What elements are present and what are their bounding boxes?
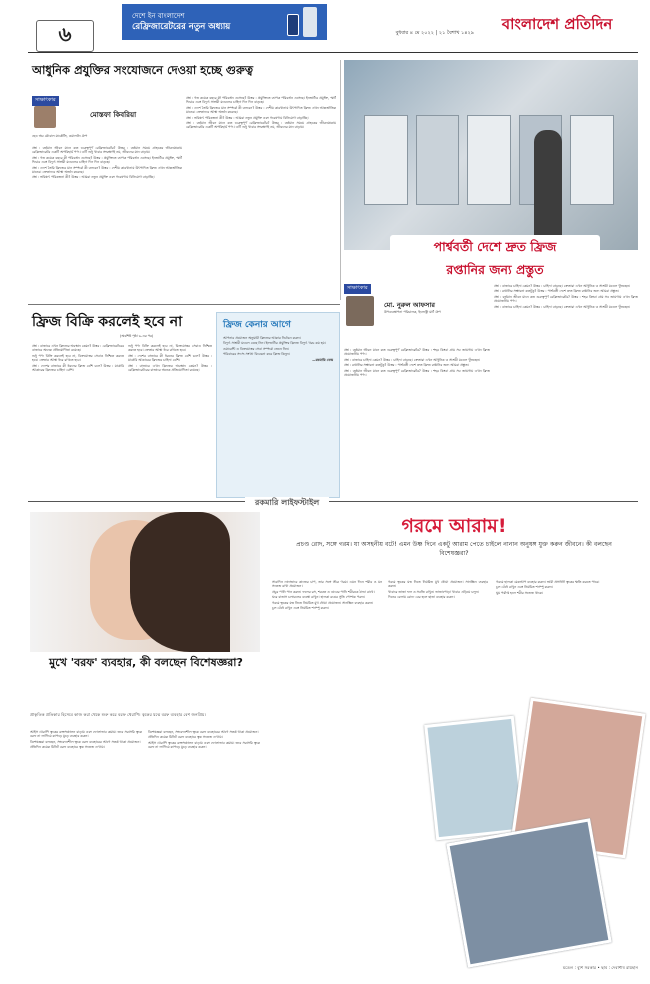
masthead xyxy=(0,0,650,55)
page-number: ৬ xyxy=(58,21,72,46)
lifestyle-paragraph: সারাদিন নানাভাবে কাজের চাপ, তার সঙ্গে তীব্র গরম। এমন দিনে শরীর ও মন সতেজ রাখা প্রয়োজন। xyxy=(272,580,382,589)
section-banner: রকমারি লাইফস্টাইল xyxy=(245,497,329,510)
lead-paragraph: প্রশ্ন : দেশে তৈরি ফ্রিজের মান সম্পর্কে কী বলবেন? উত্তর : দেশীয় কারখানায় উৎপাদিত ফ্রিজ এখন আন্তর্জাতিক মানের। ক্রেতাদের আস্থা অর্জন করেছে। xyxy=(32,165,182,174)
ice-body-col2 xyxy=(148,730,260,962)
lead-body-col2 xyxy=(186,96,336,301)
model-photo-face xyxy=(30,512,260,652)
section-rule xyxy=(28,304,340,305)
tips-title: ফ্রিজ কেনার আগে xyxy=(223,320,291,330)
photo-headline-box xyxy=(390,235,600,279)
second-body-col2 xyxy=(128,344,212,494)
second-paragraph: প্রশ্ন : বাজারে এখন ফ্রিজের অবস্থান কেমন? উত্তর : রেফ্রিজারেটরের বাজারে অনেক প্রতিযোগিতা রয়েছে। xyxy=(128,363,212,372)
ice-paragraph: আইস থেরাপি ত্বকের রক্তসঞ্চালন বাড়ায় এবং ফোলাভাব কমায়। তবে সরাসরি ত্বকে বরফ না লাগিয়ে কাপড়ে মুড়ে ব্যবহার করুন। xyxy=(30,730,142,739)
ice-headline: মুখে 'বরফ' ব্যবহার, কী বলছেন বিশেষজ্ঞরা? xyxy=(49,656,243,669)
lead-paragraph: প্রশ্ন : দেশে তৈরি ফ্রিজের মান সম্পর্কে কী বলবেন? উত্তর : দেশীয় কারখানায় উৎপাদিত ফ্রিজ এখন আন্তর্জাতিক মানের। ক্রেতাদের আস্থা অর্জন করেছে। xyxy=(186,105,336,115)
page-number-box xyxy=(36,20,94,52)
lead-paragraph: প্রশ্ন : গত কয়েক বছরে কী পরিবর্তন এসেছে? উত্তর : প্রযুক্তিতে ব্যাপক পরিবর্তন এসেছে। ইনভার্টার প্রযুক্তি, স্মার্ট ফিচার এবং বিদ্যুৎ সাশ্রয়ী মডেলের চাহিদা দিন দিন বাড়ছে। xyxy=(32,155,182,165)
phone-icon xyxy=(287,14,299,36)
lifestyle-paragraph: গরমে ত্বকের যত্ন নিতে নিয়মিত মুখ ধোয়া প্রয়োজন। সানস্ক্রিন ব্যবহার করুন। xyxy=(272,600,374,605)
interviewee-name: মোস্তফা কিবরিয়া xyxy=(90,111,137,119)
logo xyxy=(478,6,636,44)
ad-line2: রেফ্রিজারেটরের নতুন অধ্যায় xyxy=(132,22,231,32)
lifestyle-paragraph: ঘরে বাতাস চলাচলের ব্যবস্থা রাখুন। হালকা রঙের সুতি পোশাক পরুন। xyxy=(272,595,366,600)
logo-text: বাংলাদেশ প্রতিদিন xyxy=(501,14,613,33)
model-photo-1 xyxy=(424,716,526,841)
photo-paragraph: প্রশ্ন : রপ্তানির সম্ভাবনা কতটুকু? উত্তর : পার্শ্ববর্তী দেশে দ্রুত ফ্রিজ রপ্তানির জন্য আমরা প্রস্তুত। xyxy=(344,363,469,368)
jump-line: (অবশিষ্ট পৃষ্ঠা ৬-এর পর) xyxy=(120,334,154,338)
ice-paragraph: প্রতিদিন কয়েক মিনিট বরফ ব্যবহারে ত্বক সতেজ দেখায়। xyxy=(30,745,105,750)
lifestyle-paragraph: দিনের বেলায় রোদে বের হলে ছাতা ব্যবহার করুন। xyxy=(388,595,455,600)
ice-paragraph: বিশেষজ্ঞরা বলছেন, সংবেদনশীল ত্বকে বরফ ব্যবহারের আগে সতর্ক থাকা প্রয়োজন। xyxy=(148,730,259,734)
interview-tag: সাক্ষাৎকার xyxy=(344,284,371,294)
hair-shape xyxy=(130,512,230,652)
tips-item: পরিবারের সদস্য সংখ্যা বিবেচনা করে ফ্রিজ কিনুন। xyxy=(223,352,290,357)
lead-paragraph: প্রশ্ন : গত কয়েক বছরে কী পরিবর্তন এসেছে? উত্তর : প্রযুক্তিতে ব্যাপক পরিবর্তন এসেছে। ইনভার্টার প্রযুক্তি, স্মার্ট ফিচার এবং বিদ্যুৎ সাশ্রয়ী মডেলের চাহিদা দিন দিন বাড়ছে। xyxy=(186,96,336,105)
lifestyle-col3 xyxy=(496,580,638,710)
lead-paragraph: প্রশ্ন : ভবিষ্যৎ পরিকল্পনা কী? উত্তর : আমরা নতুন প্রযুক্তি এবং গবেষণায় বিনিয়োগ বাড়াচ্ছি। xyxy=(32,175,155,180)
photo-paragraph: প্রশ্ন : বর্তমান জীবন মানে কত গুরুত্বপূর্ণ রেফ্রিজারেটর? উত্তর : শহর কিংবা গ্রাম সব জায়গায় এখন ফ্রিজ প্রয়োজনীয় পণ্য। xyxy=(344,348,490,357)
masthead-rule xyxy=(28,52,638,53)
photo-paragraph: প্রশ্ন : বর্তমান জীবন মানে কত গুরুত্বপূর্ণ রেফ্রিজারেটর? উত্তর : শহর কিংবা গ্রাম সব জায়গায় এখন ফ্রিজ প্রয়োজনীয় পণ্য। xyxy=(344,368,490,378)
lifestyle-paragraph: চুল বেঁধে রাখুন এবং নিয়মিত শ্যাম্পু করুন। xyxy=(272,606,329,611)
lifestyle-title: গরমে আরাম! xyxy=(401,515,507,537)
photo-headline-line1: পার্শ্ববর্তী দেশে দ্রুত ফ্রিজ xyxy=(433,239,557,254)
customer-figure xyxy=(534,130,562,240)
lead-headline: আধুনিক প্রযুক্তির সংযোজনে দেওয়া হচ্ছে গুরুত্ব xyxy=(32,63,254,77)
ice-paragraph: প্রতিদিন কয়েক মিনিট বরফ ব্যবহারে ত্বক সতেজ দেখায়। xyxy=(148,735,223,740)
lead-byline xyxy=(32,96,192,128)
lifestyle-paragraph: গরমে হালকা মেকআপ ব্যবহার করুন। ভারী প্রসাধনী ত্বকের ক্ষতি করতে পারে। xyxy=(496,580,600,584)
ice-paragraph: বিশেষজ্ঞরা বলছেন, সংবেদনশীল ত্বকে বরফ ব্যবহারের আগে সতর্ক থাকা প্রয়োজন। xyxy=(30,739,141,744)
interviewee-name: মো. নুরুল আফসার xyxy=(384,301,435,309)
column-divider xyxy=(340,60,341,300)
tips-body xyxy=(217,336,339,363)
lifestyle-credit: মডেল : বুশি সরকার • ছবি : দেবাশীষ রায়হান xyxy=(562,966,638,970)
second-headline: ফ্রিজ বিক্রি করলেই হবে না xyxy=(32,314,183,330)
photo-paragraph: প্রশ্ন : বাজারে চাহিদা কেমন? উত্তর : চাহিদা বাড়ছে। ক্রেতারা এখন আধুনিক ও সাশ্রয়ী মডেল খুঁজছেন। xyxy=(494,284,631,288)
tips-credit: —রকমারি ডেস্ক xyxy=(312,357,333,362)
lead-paragraph: প্রশ্ন : বর্তমান জীবন মানে কত গুরুত্বপূর্ণ রেফ্রিজারেটর? উত্তর : বর্তমান সময়ে গ্রাহকের জীবনযাত্রায় রেফ্রিজারেটর একটি অপরিহার্য পণ্য। এটি শুধু খাবার সংরক্ষণই নয়, জীবনের মান বাড়ায়। xyxy=(32,146,182,155)
ice-headline-box xyxy=(36,655,256,703)
photo-paragraph: প্রশ্ন : রপ্তানির সম্ভাবনা কতটুকু? উত্তর : পার্শ্ববর্তী দেশে দ্রুত ফ্রিজ রপ্তানির জন্য আমরা প্রস্তুত। xyxy=(494,289,619,294)
photo-body-col2 xyxy=(494,284,638,490)
tips-item: আপনার প্রয়োজন অনুযায়ী ফ্রিজের আকার নির্বাচন করুন। xyxy=(223,336,301,340)
interview-tag: সাক্ষাৎকার xyxy=(32,96,59,106)
date-line: বুধবার ৪ মে ২০২২ | ২১ বৈশাখ ১৪২৯ xyxy=(395,30,474,36)
ice-lede: প্রাকৃতিক প্রতিকার হিসেবে কাজ করা থেকে শুরু করে বরফ থেরাপি। ত্বকের যত্নে বরফ ব্যবহার বেশ জনপ্রিয়। xyxy=(30,712,206,717)
interviewee-designation: হেড অব গ্লোবাল মার্কেটিং, ওয়ালটন গ্রুপ xyxy=(32,134,88,138)
masthead-ad xyxy=(122,4,327,40)
interviewee-designation: উপব্যবস্থাপনা পরিচালক, ইলেক্ট্রো মার্ট গ্রুপ xyxy=(384,310,441,314)
photo-paragraph: প্রশ্ন : বাজারে চাহিদা কেমন? উত্তর : চাহিদা বাড়ছে। ক্রেতারা এখন আধুনিক ও সাশ্রয়ী মডেল খুঁজছেন। xyxy=(494,304,631,309)
lifestyle-paragraph: প্রচুর পানি পান করুন। ফলের রস, শরবত ও ডাবের পানি শরীরকে ঠান্ডা রাখে। xyxy=(272,589,375,594)
photo-paragraph: প্রশ্ন : বর্তমান জীবন মানে কত গুরুত্বপূর্ণ রেফ্রিজারেটর? উত্তর : শহর কিংবা গ্রাম সব জায়গায় এখন ফ্রিজ প্রয়োজনীয় পণ্য। xyxy=(494,294,638,304)
tips-box xyxy=(216,312,340,498)
lead-paragraph: প্রশ্ন : বর্তমান জীবন মানে কত গুরুত্বপূর্ণ রেফ্রিজারেটর? উত্তর : বর্তমান সময়ে গ্রাহকের জীবনযাত্রায় রেফ্রিজারেটর একটি অপরিহার্য পণ্য। এটি শুধু খাবার সংরক্ষণই নয়, জীবনের মান বাড়ায়। xyxy=(186,121,336,130)
photo-paragraph: প্রশ্ন : বাজারে চাহিদা কেমন? উত্তর : চাহিদা বাড়ছে। ক্রেতারা এখন আধুনিক ও সাশ্রয়ী মডেল খুঁজছেন। xyxy=(344,357,481,362)
second-paragraph: শুধু পণ্য বিক্রি করলেই হবে না, বিক্রয়োত্তর সেবাও নিশ্চিত করতে হবে। ক্রেতার আস্থা ধরে রাখতে হবে। xyxy=(128,344,212,353)
photo-headline-line2: রপ্তানির জন্য প্রস্তুত xyxy=(446,262,544,277)
lead-paragraph: প্রশ্ন : ভবিষ্যৎ পরিকল্পনা কী? উত্তর : আমরা নতুন প্রযুক্তি এবং গবেষণায় বিনিয়োগ বাড়াচ্ছি। xyxy=(186,115,309,120)
photo-body xyxy=(344,348,490,490)
showroom-photo xyxy=(344,60,638,250)
photo-byline xyxy=(344,284,494,344)
banner-rule xyxy=(28,501,638,502)
lead-body xyxy=(32,146,182,301)
ad-line1: দেশে ইন বাংলাদেশ xyxy=(132,12,185,20)
lifestyle-paragraph: ঘুম পর্যাপ্ত হলে শরীর সতেজ থাকে। xyxy=(496,590,544,595)
second-paragraph: প্রশ্ন : বাজারে এখন ফ্রিজের অবস্থান কেমন? উত্তর : রেফ্রিজারেটরের বাজারে অনেক প্রতিযোগিতা রয়েছে। xyxy=(32,344,124,353)
tips-item: ওয়ারেন্টি ও বিক্রয়োত্তর সেবা সম্পর্কে জেনে নিন। xyxy=(223,346,290,351)
ice-paragraph: আইস থেরাপি ত্বকের রক্তসঞ্চালন বাড়ায় এবং ফোলাভাব কমায়। তবে সরাসরি ত্বকে বরফ না লাগিয়ে কাপড়ে মুড়ে ব্যবহার করুন। xyxy=(148,740,260,750)
model-photo-3 xyxy=(446,818,612,967)
lifestyle-paragraph: চুল বেঁধে রাখুন এবং নিয়মিত শ্যাম্পু করুন। xyxy=(496,585,553,590)
avatar xyxy=(346,296,374,326)
second-paragraph: শুধু পণ্য বিক্রি করলেই হবে না, বিক্রয়োত্তর সেবাও নিশ্চিত করতে হবে। ক্রেতার আস্থা ধরে রাখতে হবে। xyxy=(32,353,124,363)
lifestyle-paragraph: গরমে ত্বকের যত্ন নিতে নিয়মিত মুখ ধোয়া প্রয়োজন। সানস্ক্রিন ব্যবহার করুন। xyxy=(388,580,488,589)
fridge-row xyxy=(364,115,614,205)
lifestyle-col1 xyxy=(272,580,382,960)
second-paragraph: প্রশ্ন : দেশের বাজারে কী ধরনের ফ্রিজ বেশি চলে? উত্তর : মাঝারি আকারের ফ্রিজের চাহিদা বেশি। xyxy=(32,363,124,372)
second-paragraph: প্রশ্ন : দেশের বাজারে কী ধরনের ফ্রিজ বেশি চলে? উত্তর : মাঝারি আকারের ফ্রিজের চাহিদা বেশি। xyxy=(128,353,212,363)
lifestyle-paragraph: খাবারে তাজা ফল ও সবজি রাখুন। ভাজাপোড়া খাবার এড়িয়ে চলুন। xyxy=(388,589,479,594)
tips-item: বিদ্যুৎ সাশ্রয়ী মডেল বেছে নিন। ইনভার্টার প্রযুক্তির ফ্রিজে বিদ্যুৎ খরচ কম হয়। xyxy=(223,341,326,346)
lifestyle-intro: প্রচণ্ড রোদ, সঙ্গে গরম। যা অসহনীয় বটে! এমন উষ্ণ দিনে একটু আরাম পেতে চাইলে নানান অনুষঙ্গ যুক্ত করুন জীবনে। কী বলছেন বিশেষজ্ঞরা? xyxy=(296,541,612,557)
fridge-icon xyxy=(303,7,317,37)
ice-body xyxy=(30,730,142,962)
second-body xyxy=(32,344,124,494)
avatar xyxy=(34,106,56,128)
